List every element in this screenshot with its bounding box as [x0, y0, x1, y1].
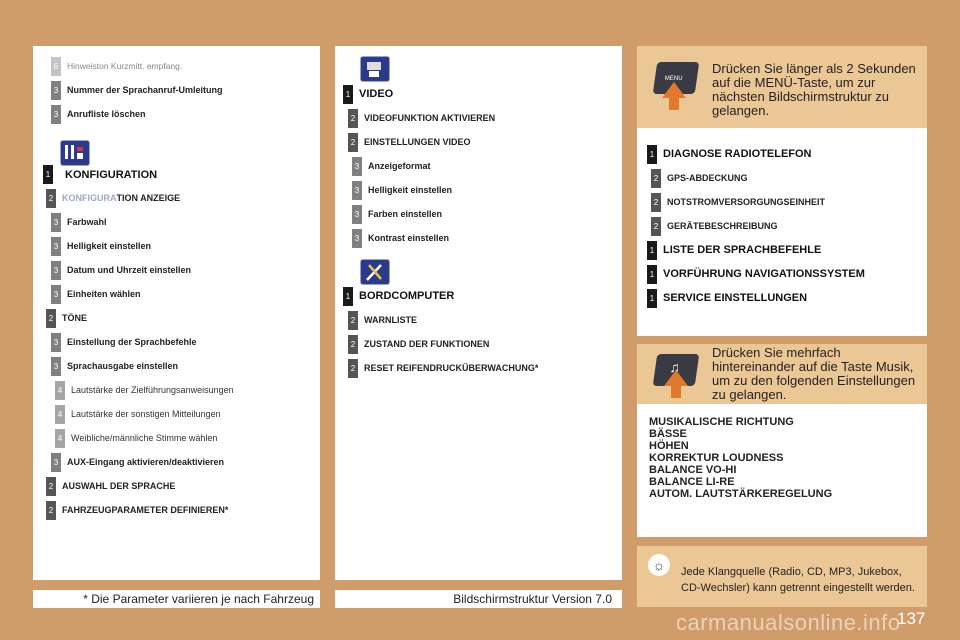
item-label: AUSWAHL DER SPRACHE — [62, 481, 176, 491]
list-item — [343, 286, 454, 306]
level-badge: 3 — [51, 213, 61, 232]
watermark: carmanualsonline.info — [676, 610, 901, 635]
item-label: Nummer der Sprachanruf-Umleitung — [67, 85, 223, 95]
item-label: Anzeigeformat — [368, 161, 431, 171]
level-badge: 1 — [343, 287, 353, 306]
item-label: SERVICE EINSTELLUNGEN — [663, 292, 808, 304]
list-item — [51, 356, 178, 376]
item-label: Farben einstellen — [368, 209, 443, 219]
list-item — [46, 476, 175, 496]
level-badge: 3 — [51, 105, 61, 124]
level-badge: 1 — [647, 289, 657, 308]
left-panel — [33, 46, 320, 580]
level-badge: 2 — [46, 309, 56, 328]
item-label: GERÄTEBESCHREIBUNG — [667, 221, 778, 231]
item-label: Anrufliste löschen — [67, 109, 146, 119]
level-badge: 2 — [348, 335, 358, 354]
menu-key-label: MENU — [664, 76, 683, 82]
item-label: VORFÜHRUNG NAVIGATIONSSYSTEM — [663, 268, 865, 280]
version-text: Bildschirmstruktur Version 7.0 — [453, 592, 612, 606]
item-label: Helligkeit einstellen — [368, 185, 453, 195]
list-item — [343, 84, 393, 104]
list-item — [51, 80, 223, 100]
item-label: GPS-ABDECKUNG — [667, 173, 748, 183]
list-item — [348, 108, 495, 128]
level-badge: 4 — [55, 405, 65, 424]
list-item — [647, 144, 812, 164]
level-badge: 2 — [348, 109, 358, 128]
config-sub-heading: TION ANZEIGE — [116, 193, 181, 203]
list-item — [348, 334, 489, 354]
item-label: Hinweiston Kurzmitt. empfang. — [67, 61, 183, 71]
up-arrow-stem — [669, 96, 679, 110]
music-setting-item: KORREKTUR LOUDNESS — [649, 452, 784, 464]
footnote-strip — [33, 590, 320, 608]
item-label: Einstellung der Sprachbefehle — [67, 337, 197, 347]
level-badge: 3 — [51, 357, 61, 376]
item-label: Datum und Uhrzeit einstellen — [67, 265, 192, 275]
menu-info-box — [637, 46, 927, 128]
music-setting-item: BALANCE LI-RE — [649, 476, 735, 488]
music-setting-item: MUSIKALISCHE RICHTUNG — [649, 416, 794, 428]
list-item — [352, 180, 452, 200]
level-badge: 2 — [348, 359, 358, 378]
level-badge: 1 — [647, 241, 657, 260]
level-badge: 2 — [651, 217, 661, 236]
level-badge: 4 — [55, 429, 65, 448]
item-label: RESET REIFENDRUCKÜBERWACHUNG* — [364, 363, 539, 373]
level-badge: 3 — [51, 333, 61, 352]
middle-panel — [335, 46, 622, 580]
level-badge: 1 — [647, 145, 657, 164]
list-item — [651, 216, 778, 236]
level-badge: 3 — [51, 237, 61, 256]
item-label: VIDEO — [359, 88, 394, 100]
level-badge: 3 — [352, 181, 362, 200]
item-label: FAHRZEUGPARAMETER DEFINIEREN* — [62, 505, 229, 515]
level-badge: 2 — [348, 311, 358, 330]
list-item — [55, 404, 221, 424]
list-item — [651, 192, 825, 212]
item-label: LISTE DER SPRACHBEFEHLE — [663, 244, 822, 256]
list-item — [352, 156, 431, 176]
config-icon-label: KONFIGUR — [65, 169, 124, 181]
tools-icon — [361, 260, 389, 284]
list-item — [51, 104, 146, 124]
list-item — [348, 310, 417, 330]
list-item — [647, 240, 821, 260]
level-badge: 2 — [46, 477, 56, 496]
item-label: Einheiten wählen — [67, 289, 141, 299]
music-setting-item: BALANCE VO-HI — [649, 464, 737, 476]
config-sub-overlay: KONFIGURA — [62, 193, 117, 203]
list-item — [46, 500, 228, 520]
list-item — [647, 264, 865, 284]
config-heading-row — [43, 164, 157, 184]
video-camera-icon — [361, 57, 389, 81]
note-box — [637, 546, 927, 607]
level-badge: 3 — [51, 81, 61, 100]
list-item — [348, 358, 538, 378]
level-badge: 3 — [352, 157, 362, 176]
item-label: Lautstärke der Zielführungsanweisungen — [71, 385, 234, 395]
music-setting-item: AUTOM. LAUTSTÄRKEREGELUNG — [649, 488, 833, 500]
level-badge: 4 — [55, 381, 65, 400]
version-strip — [335, 590, 622, 608]
tip-icon: ☼ — [648, 554, 670, 576]
music-info-text: Drücken Sie mehrfach hintereinander auf die Taste Musik, um zu den folgenden Einstellungen zu gelangen. — [712, 345, 916, 402]
up-arrow-stem — [671, 384, 681, 398]
music-setting-item: HÖHEN — [649, 440, 689, 452]
item-label: TÖNE — [62, 313, 88, 323]
item-label: WARNLISTE — [364, 315, 417, 325]
list-item — [55, 380, 234, 400]
list-item — [651, 168, 748, 188]
settings-icon — [61, 141, 89, 165]
music-setting-item: BÄSSE — [649, 428, 687, 440]
list-item — [348, 132, 471, 152]
list-item — [51, 332, 197, 352]
level-badge: 3 — [51, 453, 61, 472]
item-label: NOTSTROMVERSORGUNGSEINHEIT — [667, 197, 826, 207]
level-badge: 2 — [46, 501, 56, 520]
music-info-box — [637, 344, 927, 404]
level-badge: 2 — [651, 193, 661, 212]
item-label: Helligkeit einstellen — [67, 241, 152, 251]
list-item — [51, 260, 191, 280]
level-badge: 6 — [51, 57, 61, 76]
item-label: VIDEOFUNKTION AKTIVIEREN — [364, 113, 496, 123]
up-arrow-icon — [662, 82, 686, 98]
list-item — [46, 308, 87, 328]
level-badge: 2 — [348, 133, 358, 152]
level-badge: 3 — [51, 285, 61, 304]
level-badge: 3 — [352, 205, 362, 224]
item-label: Lautstärke der sonstigen Mitteilungen — [71, 409, 221, 419]
item-label: AUX-Eingang aktivieren/deaktivieren — [67, 457, 225, 467]
footnote-text: * Die Parameter variieren je nach Fahrzeug — [83, 592, 314, 606]
item-label: BORDCOMPUTER — [359, 290, 455, 302]
item-label: Sprachausgabe einstellen — [67, 361, 179, 371]
level-badge: 1 — [343, 85, 353, 104]
menu-info-text: Drücken Sie länger als 2 Sekunden auf die MENÜ-Taste, um zur nächsten Bildschirmstruktur zu gelangen. — [712, 61, 916, 118]
note-text: Jede Klangquelle (Radio, CD, MP3, Jukebox, CD-Wechsler) kann getrennt eingestellt werden. — [681, 566, 915, 594]
list-item — [647, 288, 807, 308]
item-label: ZUSTAND DER FUNKTIONEN — [364, 339, 490, 349]
music-settings-list — [649, 416, 832, 500]
level-badge: 3 — [51, 261, 61, 280]
item-label: Weibliche/männliche Stimme wählen — [71, 433, 218, 443]
list-item — [51, 212, 107, 232]
item-label: DIAGNOSE RADIOTELEFON — [663, 148, 812, 160]
up-arrow-icon — [664, 370, 688, 386]
config-heading: ATION — [123, 169, 158, 181]
right-top-panel — [637, 128, 927, 336]
level-badge: 3 — [352, 229, 362, 248]
list-item — [352, 204, 442, 224]
list-item — [51, 284, 141, 304]
list-item — [51, 236, 151, 256]
level-badge: 1 — [43, 165, 53, 184]
level-badge: 1 — [647, 265, 657, 284]
item-label: Farbwahl — [67, 217, 107, 227]
page-number: 137 — [897, 609, 926, 628]
level-badge: 2 — [46, 189, 56, 208]
list-item — [51, 56, 182, 76]
config-sub-row — [46, 188, 180, 208]
list-item — [51, 452, 224, 472]
item-label: Kontrast einstellen — [368, 233, 450, 243]
list-item — [352, 228, 449, 248]
list-item — [55, 428, 217, 448]
music-note-icon: ♫ — [669, 359, 680, 375]
level-badge: 2 — [651, 169, 661, 188]
item-label: EINSTELLUNGEN VIDEO — [364, 137, 471, 147]
